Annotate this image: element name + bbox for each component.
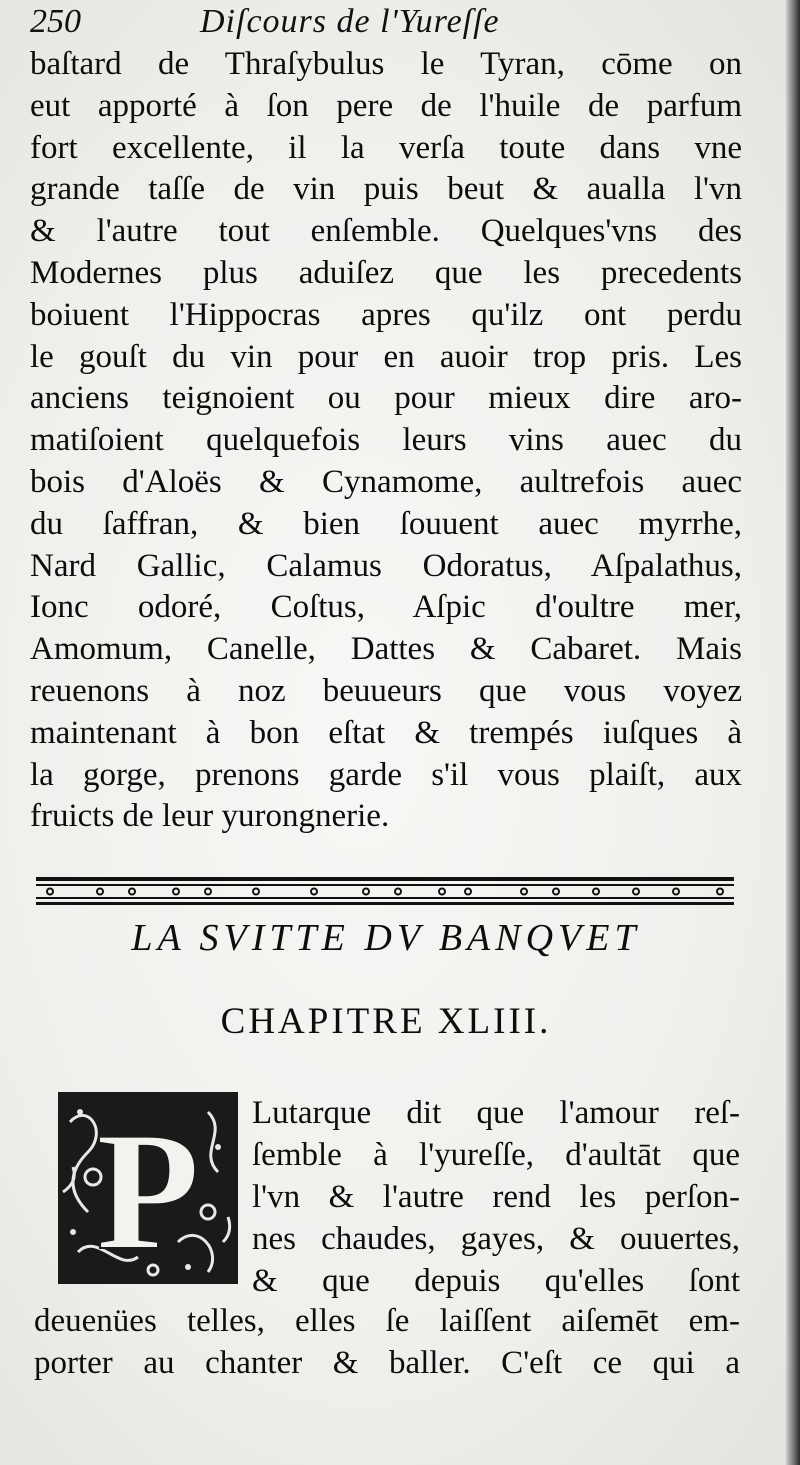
text-line: Modernes plus aduiſez que les precedents xyxy=(30,254,742,291)
text-line: fruicts de leur yurongnerie. xyxy=(30,798,390,835)
text-line: matiſoient quelquefois leurs vins auec du xyxy=(30,422,742,459)
text-line: Ionc odoré, Coſtus, Aſpic d'oultre mer, xyxy=(30,589,742,626)
section-title: LA SVITTE DV BANQVET xyxy=(131,917,641,959)
text-line: ſemble à l'yureſſe, d'aultāt que xyxy=(252,1137,740,1173)
chapter-opening-text xyxy=(252,1092,740,1302)
running-title: Diſcours de l'Yureſſe xyxy=(200,3,500,40)
drop-cap-letter: P xyxy=(96,1097,200,1284)
decorated-initial-p xyxy=(58,1092,238,1284)
text-line: bois d'Aloës & Cynamome, aultrefois auec xyxy=(30,463,742,500)
text-line: nes chaudes, gayes, & ouuertes, xyxy=(252,1221,740,1257)
text-line: reuenons à noz beuueurs que vous voyez xyxy=(30,672,742,709)
body-text xyxy=(30,44,742,838)
text-line: & l'autre tout enſemble. Quelques'vns des xyxy=(30,213,742,250)
ornamental-divider xyxy=(36,876,734,906)
text-line: l'vn & l'autre rend les perſon- xyxy=(252,1179,740,1215)
text-line: boiuent l'Hippocras apres qu'ilz ont perdu xyxy=(30,296,742,333)
page-header xyxy=(30,0,750,46)
text-line: Amomum, Canelle, Dattes & Cabaret. Mais xyxy=(30,631,742,668)
page-number: 250 xyxy=(30,3,81,40)
text-line: maintenant à bon eſtat & trempés iuſques à xyxy=(30,714,742,751)
text-line: Lutarque dit que l'amour reſ- xyxy=(252,1095,740,1131)
chapter-continuation-text xyxy=(34,1300,740,1384)
text-line: le gouſt du vin pour en auoir trop pris. Les xyxy=(30,338,742,375)
text-line: grande taſſe de vin puis beut & aualla l'vn xyxy=(30,171,742,208)
page-edge-shadow xyxy=(786,0,800,1465)
text-line: fort excellente, il la verſa toute dans vne xyxy=(30,129,742,166)
chapter-heading: CHAPITRE XLIII. xyxy=(220,1001,552,1042)
text-line: & que depuis qu'elles ſont xyxy=(252,1263,740,1299)
text-line: anciens teignoient ou pour mieux dire aro- xyxy=(30,380,742,417)
text-line: Nard Gallic, Calamus Odoratus, Aſpalathus, xyxy=(30,547,742,584)
text-line: la gorge, prenons garde s'il vous plaiſt, aux xyxy=(30,756,742,793)
text-line: eut apporté à ſon pere de l'huile de parfum xyxy=(30,87,742,124)
text-line: baſtard de Thraſybulus le Tyran, cōme on xyxy=(30,46,742,82)
text-line: du ſaffran, & bien ſouuent auec myrrhe, xyxy=(30,505,742,542)
text-line: deuenües telles, elles ſe laiſſent aiſemēt em- xyxy=(34,1303,740,1339)
text-line: porter au chanter & baller. C'eſt ce qui a xyxy=(34,1345,740,1381)
